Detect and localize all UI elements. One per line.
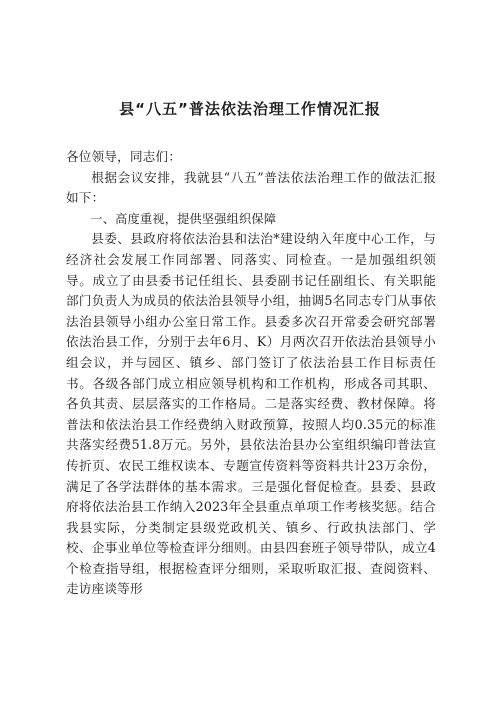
section-heading: 一、高度重视，提供坚强组织保障 (90, 211, 277, 226)
intro-paragraph: 根据会议安排，我就县“八五”普法依法治理工作的做法汇报如下： (66, 169, 436, 206)
document-title: 县“八五”普法依法治理工作情况汇报 (119, 100, 381, 118)
salutation: 各位领导，同志们： (66, 149, 182, 164)
section-paragraph: 县委、县政府将依法治县和法治*建设纳入年度中心工作，与经济社会发展工作同部署、同落实、同检查。一是加强组织领导。成立了由县委书记任组长、县委副书记任副组长、有关职能部门负责人为成员的依法治县领导小组，抽调5名同志专门从事依法治县领导小组办公室日常工作。县委多次召开常委会研究部署依法治县工作，分别于去年6月、K）月两次召开依法治县领导小组会议，并与园区、镇乡、部门签订了依法治县工作目标责任书。各级各部门成立相应领导机构和工作机构，形成各司其职、各负其责、层层落实的工作格局。二是落实经费、教材保障。将普法和依法治县工作经费纳入财政预算，按照人均0.35元的标准共落实经费51.8万元。另外，县依法治县办公室组织编印普法宣传折页、农民工维权读本、专题宣传资料等资料共计23万余份，满足了各学法群体的基本需求。三是强化督促检查。县委、县政府将依法治县工作纳入2023年全县重点单项工作考核奖惩。结合我县实际，分类制定县级党政机关、镇乡、行政执法部门、学校、企事业单位等检查评分细则。由县四套班子领导带队，成立4个检查指导组，根据检查评分细则，采取听取汇报、查阅资料、走访座谈等形 (66, 231, 436, 597)
document-body (66, 147, 436, 600)
